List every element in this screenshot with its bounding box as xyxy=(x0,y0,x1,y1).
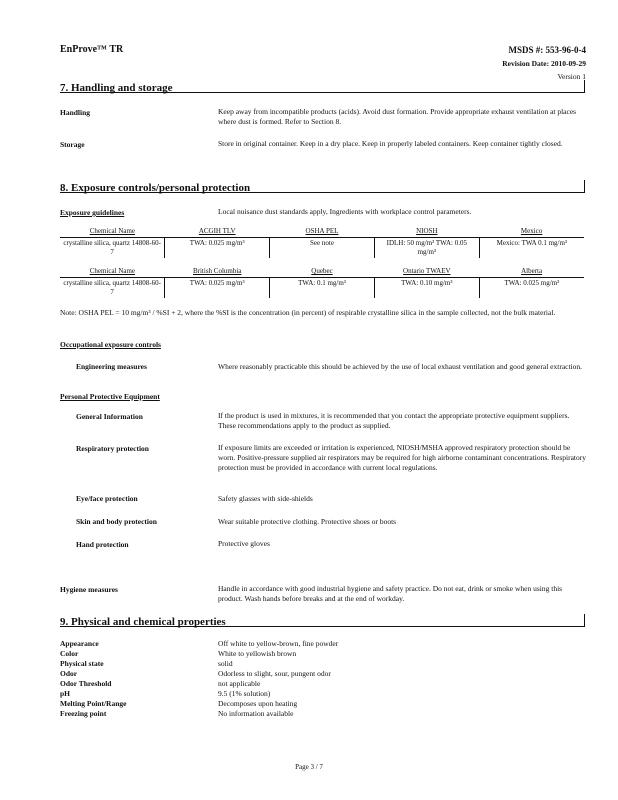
storage-label: Storage xyxy=(60,140,85,149)
prop-value: Decomposes upon heating xyxy=(218,699,298,708)
doc-meta xyxy=(502,44,586,83)
table-header: Chemical Name xyxy=(60,226,165,238)
occupational-controls-label: Occupational exposure controls xyxy=(60,340,161,349)
skin-body-label: Skin and body protection xyxy=(76,517,157,526)
engineering-text: Where reasonably practicable this should be achieved by the use of local exhaust ventilation and good general extraction. xyxy=(218,362,583,371)
table-cell: TWA: 0.025 mg/m³ xyxy=(504,279,560,287)
prop-value: not applicable xyxy=(218,679,261,688)
table-cell: TWA: 0.025 mg/m³ xyxy=(165,278,270,299)
table-row xyxy=(60,278,584,299)
storage-text: Store in original container. Keep in a dry place. Keep in properly labeled containers. Keep container tightly closed. xyxy=(218,139,563,148)
skin-body-text: Wear suitable protective clothing. Protective shoes or boots xyxy=(218,517,397,526)
product-name: EnProve™ TR xyxy=(60,44,124,55)
table-header: Quebec xyxy=(270,266,375,278)
hygiene-text: Handle in accordance with good industrial hygiene and safety practice. Do not eat, drink or smoke when using this product. Wash hands before breaks and at the end of workday. xyxy=(218,584,563,603)
osha-note: Note: OSHA PEL = 10 mg/m³ / %SI + 2, where the %SI is the concentration (in percent) of respirable crystalline silica in the sample collected, not the bulk material. xyxy=(60,308,556,317)
table-header: Chemical Name xyxy=(60,266,165,278)
prop-label: Freezing point xyxy=(60,709,107,718)
prop-value: White to yellowish brown xyxy=(218,649,297,658)
respiratory-label: Respiratory protection xyxy=(76,444,149,453)
prop-value: Odorless to slight, sour, pungent odor xyxy=(218,669,331,678)
prop-value: 9.5 (1% solution) xyxy=(218,689,271,698)
table-cell: See note xyxy=(270,238,375,259)
table-header: Ontario TWAEV xyxy=(374,266,479,278)
table-cell: TWA: 0.10 mg/m³ xyxy=(374,278,479,299)
handling-text: Keep away from incompatible products (acids). Avoid dust formation. Provide appropriate exhaust ventilation at places where dust is formed. Refer to Section 8. xyxy=(218,107,577,126)
msds-number: MSDS #: 553-96-0-4 xyxy=(508,45,586,55)
hand-text: Protective gloves xyxy=(218,539,270,548)
prop-value: Off white to yellow-brown, fine powder xyxy=(218,639,339,648)
section-8-title: 8. Exposure controls/personal protection xyxy=(60,182,251,194)
prop-value: solid xyxy=(218,659,233,668)
table-cell: crystalline silica, quartz 14808-60-7 xyxy=(60,238,165,259)
prop-label: pH xyxy=(60,689,71,698)
table-cell: Mexico: TWA 0.1 mg/m³ xyxy=(496,239,568,247)
prop-label: Appearance xyxy=(60,639,99,648)
table-cell: IDLH: 50 mg/m³ TWA: 0.05 mg/m³ xyxy=(374,238,479,259)
table-cell: crystalline silica, quartz 14808-60-7 xyxy=(60,278,165,299)
engineering-label: Engineering measures xyxy=(76,362,147,371)
table-cell: TWA: 0.025 mg/m³ xyxy=(165,238,270,259)
table-header: Alberta xyxy=(479,266,584,278)
version: Version 1 xyxy=(557,72,586,81)
respiratory-text: If exposure limits are exceeded or irritation is experienced, NIOSH/MSHA approved respiratory protection should be worn. Positive-pressure supplied air respirators may be required for high airborne contaminant concentrations. Respiratory protection must be provided in accordance with current local regulations. xyxy=(218,443,587,472)
prop-label: Melting Point/Range xyxy=(60,699,127,708)
table-row xyxy=(60,238,584,259)
handling-label: Handling xyxy=(60,108,91,117)
general-info-label: General Information xyxy=(76,412,143,421)
prop-label: Color xyxy=(60,649,79,658)
table-header: ACGIH TLV xyxy=(165,226,270,238)
table-header: British Columbia xyxy=(165,266,270,278)
general-info-text: If the product is used in mixtures, it is recommended that you contact the appropriate protective equipment suppliers. These recommendations apply to the product as supplied. xyxy=(218,411,570,430)
exposure-guidelines-label: Exposure guidelines xyxy=(60,208,125,217)
table-header: Mexico xyxy=(479,226,584,238)
eye-face-label: Eye/face protection xyxy=(76,494,138,503)
prop-label: Odor xyxy=(60,669,78,678)
eye-face-text: Safety glasses with side-shields xyxy=(218,494,313,503)
hygiene-label: Hygiene measures xyxy=(60,585,118,594)
hand-label: Hand protection xyxy=(76,540,129,549)
ppe-label: Personal Protective Equipment xyxy=(60,392,160,401)
table-header: OSHA PEL xyxy=(270,226,375,238)
prop-label: Physical state xyxy=(60,659,104,668)
section-7-title: 7. Handling and storage xyxy=(60,82,173,94)
table-header: NIOSH xyxy=(374,226,479,238)
revision-date: Revision Date: 2010-09-29 xyxy=(502,59,586,68)
exposure-limits-table-1 xyxy=(60,226,584,258)
page-number: Page 3 / 7 xyxy=(295,763,323,771)
table-cell: TWA: 0.1 mg/m³ xyxy=(270,278,375,299)
prop-label: Odor Threshold xyxy=(60,679,112,688)
exposure-guidelines-text: Local nuisance dust standards apply, Ingredients with workplace control parameters. xyxy=(218,207,472,216)
exposure-limits-table-2 xyxy=(60,266,584,298)
section-9-title: 9. Physical and chemical properties xyxy=(60,616,226,628)
prop-value: No information available xyxy=(218,709,294,718)
